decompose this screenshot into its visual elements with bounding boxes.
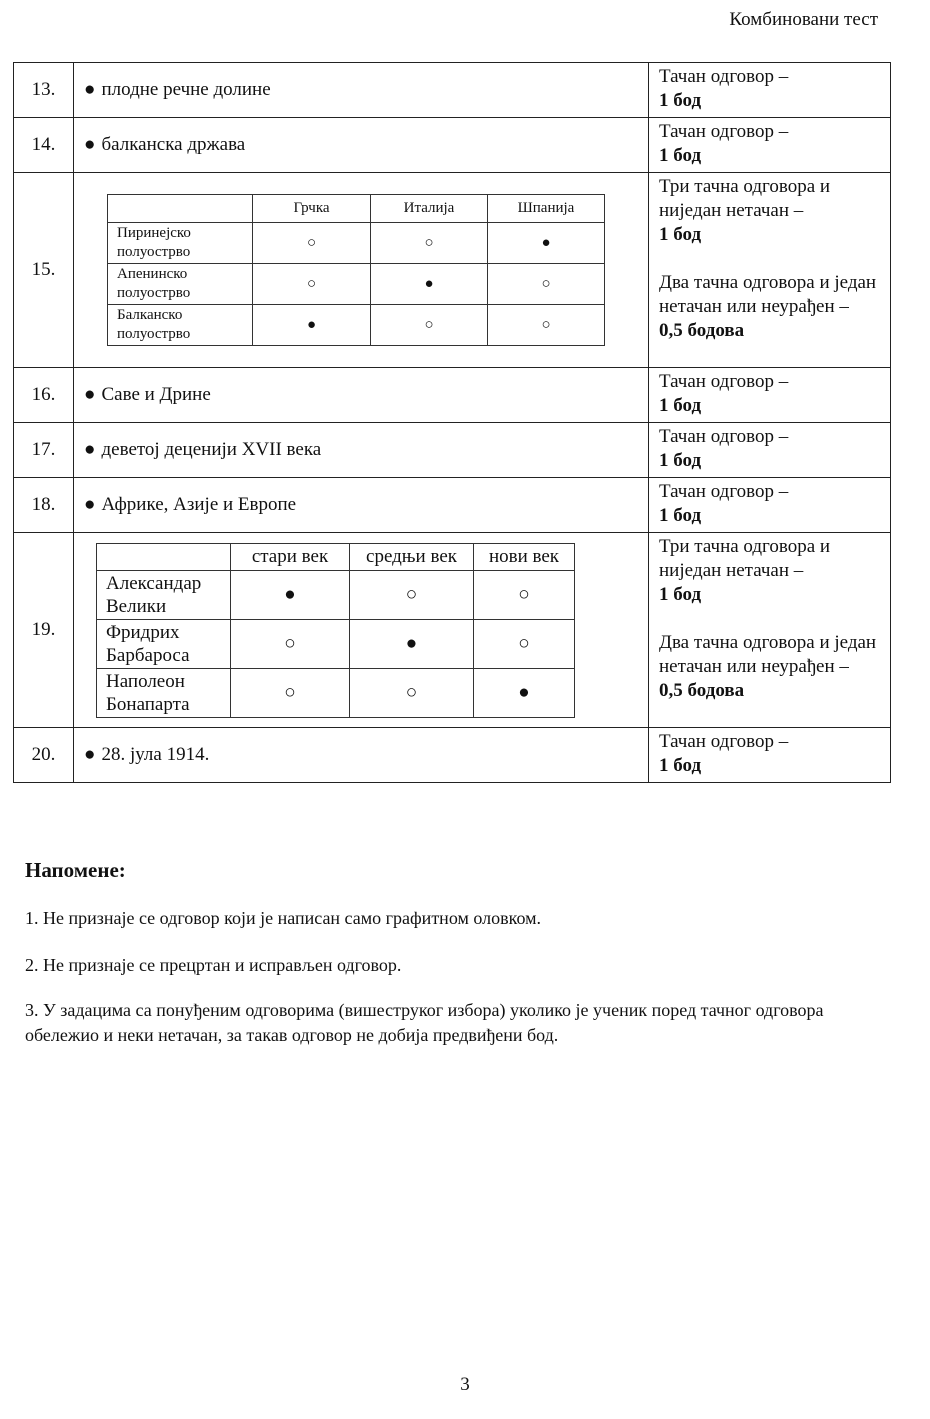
answer-cell	[74, 478, 649, 533]
option-mark: ●	[371, 264, 488, 305]
question-number: 17.	[14, 423, 74, 478]
row-label: Пиринејско полуострво	[108, 223, 253, 264]
question-number: 19.	[14, 533, 74, 728]
score-cell	[649, 728, 891, 783]
inner-row	[97, 570, 575, 619]
answer-text: плодне речне долине	[101, 79, 271, 100]
option-mark: ●	[350, 619, 474, 668]
bullet-icon: ●	[84, 134, 96, 155]
notes-title: Напомене:	[25, 858, 126, 882]
option-mark: ○	[488, 264, 605, 305]
inner-row	[108, 305, 605, 346]
table-row	[14, 173, 891, 368]
score-text: Два тачна одговора и један нетачан или неурађен –	[659, 272, 877, 317]
score-text: Три тачна одговора и нијeдан нетачан –	[659, 176, 831, 221]
inner-row	[97, 619, 575, 668]
question-number: 20.	[14, 728, 74, 783]
bullet-icon: ●	[84, 439, 96, 460]
question-number: 14.	[14, 118, 74, 173]
score-text: Три тачна одговора и нијeдан нетачан –	[659, 536, 831, 581]
answer-cell	[74, 173, 649, 368]
column-header: средњи век	[350, 543, 474, 570]
row-label: Наполеон Бонапарта	[97, 668, 231, 717]
column-header	[108, 195, 253, 223]
answer-text: балканска држава	[101, 134, 246, 155]
option-mark: ○	[231, 619, 350, 668]
score-text: Тачан одговор –	[659, 731, 789, 752]
page-number: 3	[460, 1374, 470, 1395]
table-row	[14, 118, 891, 173]
table-row	[14, 728, 891, 783]
answer-cell	[74, 728, 649, 783]
note-item: 1. Не признаје се одговор који је написан само графитном оловком.	[25, 908, 541, 928]
answer-cell	[74, 63, 649, 118]
score-points: 1 бод	[659, 224, 702, 245]
table-row	[14, 63, 891, 118]
document-header-title: Комбиновани тест	[729, 9, 878, 30]
score-cell	[649, 423, 891, 478]
score-text: Тачан одговор –	[659, 481, 789, 502]
table-row	[14, 533, 891, 728]
score-text: Тачан одговор –	[659, 66, 789, 87]
score-points: 0,5 бодова	[659, 680, 745, 701]
answer-text: Саве и Дрине	[101, 384, 211, 405]
row-label: Балканско полуострво	[108, 305, 253, 346]
bullet-icon: ●	[84, 79, 96, 100]
column-header: Италија	[371, 195, 488, 223]
option-mark: ●	[253, 305, 371, 346]
score-text: Тачан одговор –	[659, 371, 789, 392]
option-mark: ○	[474, 570, 575, 619]
score-cell	[649, 118, 891, 173]
table-row	[14, 478, 891, 533]
column-header	[97, 543, 231, 570]
answer-cell	[74, 118, 649, 173]
option-mark: ●	[488, 223, 605, 264]
row-label: Фридрих Барбароса	[97, 619, 231, 668]
score-cell	[649, 173, 891, 368]
option-mark: ●	[231, 570, 350, 619]
option-mark: ○	[231, 668, 350, 717]
score-points: 1 бод	[659, 450, 702, 471]
score-points: 1 бод	[659, 755, 702, 776]
score-points: 1 бод	[659, 395, 702, 416]
bullet-icon: ●	[84, 384, 96, 405]
option-mark: ○	[253, 264, 371, 305]
option-mark: ○	[350, 668, 474, 717]
score-points: 0,5 бодова	[659, 320, 745, 341]
column-header: стари век	[231, 543, 350, 570]
bullet-icon: ●	[84, 494, 96, 515]
option-mark: ○	[488, 305, 605, 346]
question-number: 13.	[14, 63, 74, 118]
option-mark: ○	[350, 570, 474, 619]
answer-key-table	[13, 62, 891, 783]
question-number: 16.	[14, 368, 74, 423]
history-era-table	[96, 543, 575, 718]
inner-header-row	[97, 543, 575, 570]
answer-text: деветој деценији XVII века	[101, 439, 322, 460]
bullet-icon: ●	[84, 744, 96, 765]
question-number: 18.	[14, 478, 74, 533]
inner-header-row	[108, 195, 605, 223]
score-cell	[649, 63, 891, 118]
option-mark: ○	[253, 223, 371, 264]
answer-cell	[74, 423, 649, 478]
option-mark: ●	[474, 668, 575, 717]
score-text: Два тачна одговора и један нетачан или неурађен –	[659, 632, 877, 677]
score-points: 1 бод	[659, 584, 702, 605]
answer-cell	[74, 368, 649, 423]
column-header: нови век	[474, 543, 575, 570]
score-points: 1 бод	[659, 90, 702, 111]
score-points: 1 бод	[659, 145, 702, 166]
score-text: Тачан одговор –	[659, 426, 789, 447]
inner-row	[108, 264, 605, 305]
option-mark: ○	[371, 305, 488, 346]
row-label: Апенинско полуострво	[108, 264, 253, 305]
inner-row	[108, 223, 605, 264]
option-mark: ○	[474, 619, 575, 668]
score-text: Тачан одговор –	[659, 121, 789, 142]
note-item: 3. У задацима са понуђеним одговорима (вишеструког избора) уколико је ученик поред тачног одговора обележио и неки нетачан, за такав одговор не добија предвиђени бод.	[25, 1000, 824, 1045]
row-label: Александар Велики	[97, 570, 231, 619]
answer-text: 28. јула 1914.	[101, 744, 210, 765]
note-item: 2. Не признаје се прецртан и исправљен одговор.	[25, 955, 402, 975]
score-points: 1 бод	[659, 505, 702, 526]
peninsula-country-table	[107, 194, 605, 346]
table-row	[14, 423, 891, 478]
column-header: Грчка	[253, 195, 371, 223]
inner-row	[97, 668, 575, 717]
answer-cell	[74, 533, 649, 728]
option-mark: ○	[371, 223, 488, 264]
score-cell	[649, 478, 891, 533]
score-cell	[649, 533, 891, 728]
answer-text: Африке, Азије и Европе	[101, 494, 297, 515]
table-row	[14, 368, 891, 423]
question-number: 15.	[14, 173, 74, 368]
column-header: Шпанија	[488, 195, 605, 223]
score-cell	[649, 368, 891, 423]
